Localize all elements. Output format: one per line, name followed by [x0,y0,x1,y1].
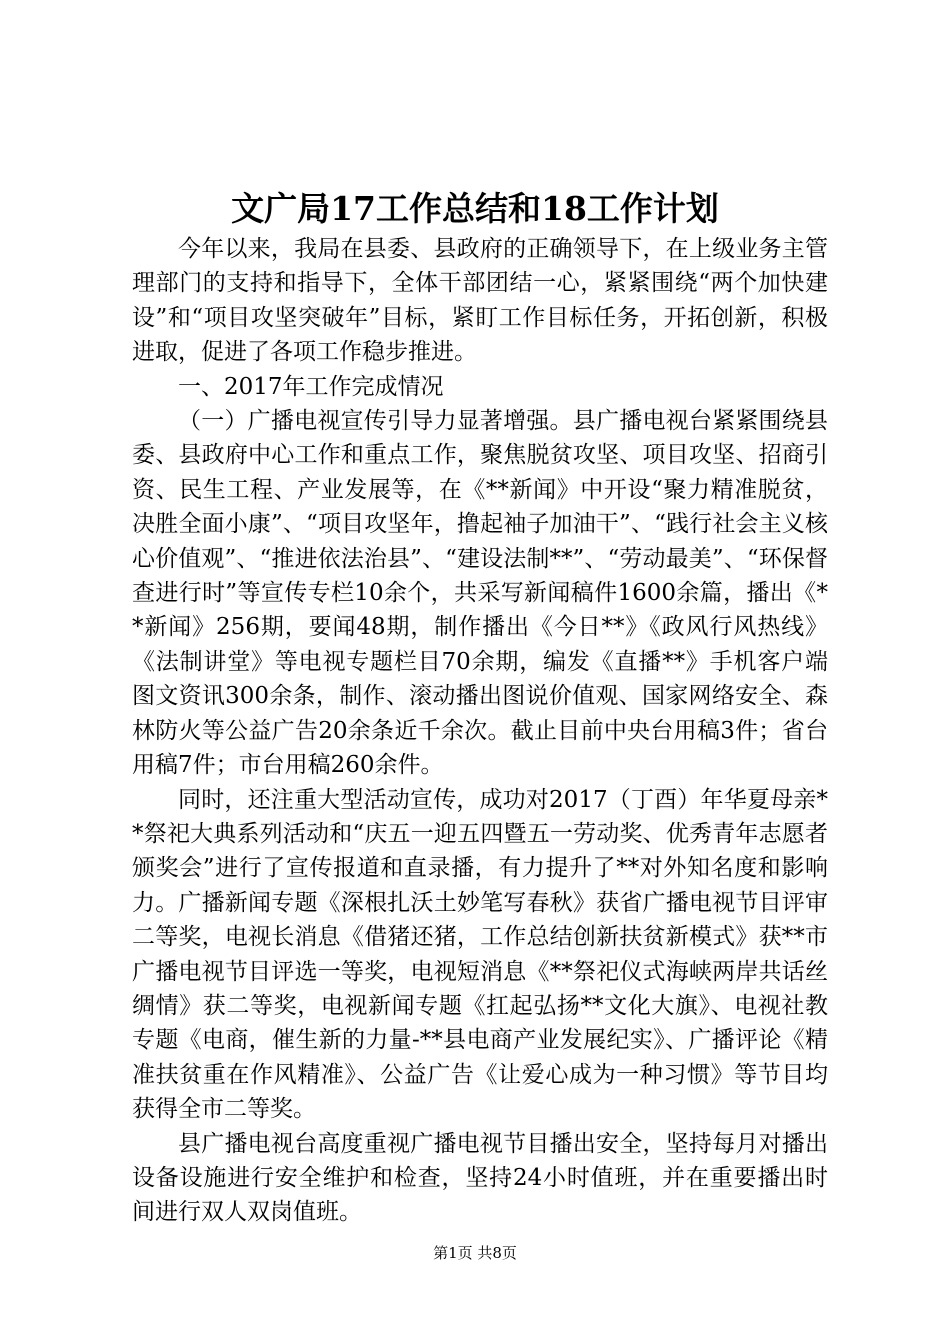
document-title: 文广局17工作总结和18工作计划 [231,189,719,228]
paragraph-intro: 今年以来，我局在县委、县政府的正确领导下，在上级业务主管理部门的支持和指导下，全体干部团结一心，紧紧围绕“两个加快建设”和“项目攻坚突破年”目标，紧盯工作目标任务，开拓创新，积极进取，促进了各项工作稳步推进。 [132,236,828,366]
paragraph-events-awards: 同时，还注重大型活动宣传，成功对2017（丁酉）年华夏母亲**祭祀大典系列活动和“庆五一迎五四暨五一劳动奖、优秀青年志愿者颁奖会”进行了宣传报道和直录播，有力提升了**对外知名度和影响力。广播新闻专题《深根扎沃土妙笔写春秋》获省广播电视节目评审二等奖，电视长消息《借猪还猪，工作总结创新扶贫新模式》获**市广播电视节目评选一等奖，电视短消息《**祭祀仪式海峡两岸共话丝绸情》获二等奖，电视新闻专题《扛起弘扬**文化大旗》、电视社教专题《电商，催生新的力量-**县电商产业发展纪实》、广播评论《精准扶贫重在作风精准》、公益广告《让爱心成为一种习惯》等节目均获得全市二等奖。 [132,786,828,1123]
section-heading: 一、2017年工作完成情况 [178,373,444,400]
document-body [132,232,828,1230]
page-number-footer: 第1页 共8页 [433,1244,517,1262]
paragraph-broadcast-safety: 县广播电视台高度重视广播电视节目播出安全，坚持每月对播出设备设施进行安全维护和检查，坚持24小时值班，并在重要播出时间进行双人双岗值班。 [132,1130,828,1226]
paragraph-broadcast-publicity: （一）广播电视宣传引导力显著增强。县广播电视台紧紧围绕县委、县政府中心工作和重点工作，聚焦脱贫攻坚、项目攻坚、招商引资、民生工程、产业发展等，在《**新闻》中开设“聚力精准脱贫，决胜全面小康”、“项目攻坚年，撸起袖子加油干”、“践行社会主义核心价值观”、“推进依法治县”、“建设法制**”、“劳动最美”、“环保督查进行时”等宣传专栏10余个，共采写新闻稿件1600余篇，播出《**新闻》256期，要闻48期，制作播出《今日**》《政风行风热线》《法制讲堂》等电视专题栏目70余期，编发《直播**》手机客户端图文资讯300余条，制作、滚动播出图说价值观、国家网络安全、森林防火等公益广告20余条近千余次。截止目前中央台用稿3件；省台用稿7件；市台用稿260余件。 [132,408,828,779]
